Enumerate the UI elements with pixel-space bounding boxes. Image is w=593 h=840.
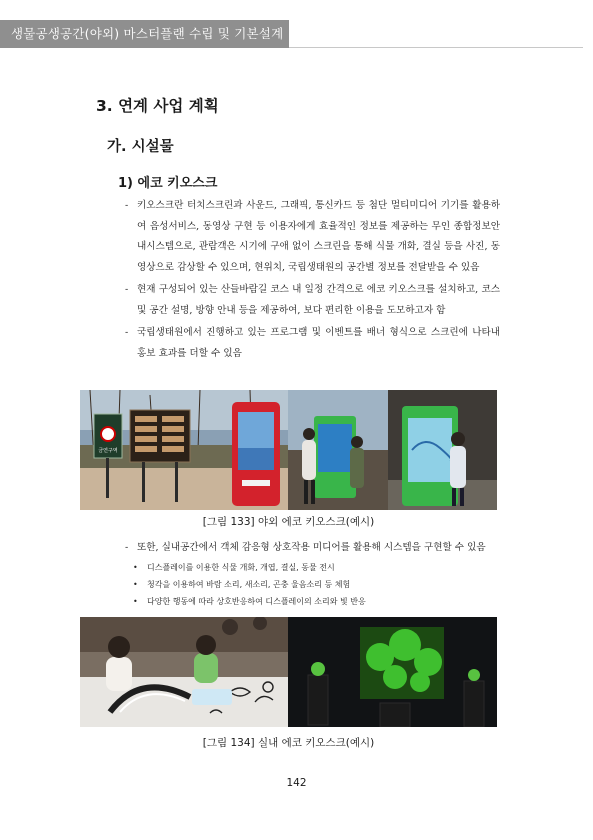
sub-bullet-item	[133, 559, 503, 576]
sub-bullet-item	[133, 593, 503, 610]
subsection-title: 가. 시설물	[107, 139, 174, 155]
bullet-item	[125, 280, 500, 321]
bullet-text: 국립생태원에서 진행하고 있는 프로그램 및 이벤트를 배너 형식으로 스크린에 나타내 홍보 효과를 더할 수 있음	[137, 327, 500, 359]
sub-bullet-list	[133, 559, 503, 610]
outdoor-kiosk-illustration	[80, 390, 497, 510]
bullet-text: 또한, 실내공간에서 객체 감응형 상호작용 미디어를 활용해 시스템을 구현할 수 있음	[137, 542, 486, 553]
sub-bullet-marker: •	[133, 597, 138, 606]
running-header: 생물공생공간(야외) 마스터플랜 수립 및 기본설계	[0, 20, 289, 48]
bullet-marker: -	[125, 542, 129, 553]
sub-bullet-item	[133, 576, 503, 593]
sub-bullet-marker: •	[133, 563, 138, 572]
figure-caption: [그림 134] 실내 에코 키오스크(예시)	[202, 737, 375, 749]
bullet-text: 키오스크란 터치스크린과 사운드, 그래픽, 통신카드 등 첨단 멀티미디어 기기를 활용하여 음성서비스, 동영상 구현 등 이용자에게 효율적인 정보를 제공하는 무인 종합정보안내시스템으로, 관람객은 시기에 구애 없이 스크린을 통해 식물 개화, 결실 등을 사진, 동영상으로 감상할 수 있으며, 현위치, 국립생태원의 공간별 정보를 전달받을 수 있음	[137, 200, 500, 273]
page-number: 142	[286, 777, 307, 789]
bullet-item	[125, 538, 500, 559]
sub-bullet-marker: •	[133, 580, 138, 589]
figure-caption: [그림 133] 야외 에코 키오스크(예시)	[202, 516, 375, 528]
item-title: 1) 에코 키오스크	[118, 176, 218, 191]
header-rule	[289, 47, 583, 48]
indoor-kiosk-photo	[80, 617, 497, 727]
bullet-item	[125, 323, 500, 364]
no-smoking-sign-text: 금연구역	[98, 448, 118, 454]
bullet-marker: -	[125, 200, 129, 211]
bullet-marker: -	[125, 284, 129, 295]
sub-bullet-text: 디스플레이를 이용한 식물 개화, 개엽, 결실, 동물 전시	[147, 563, 335, 572]
bullet-list-2	[125, 538, 500, 561]
bullet-item	[125, 196, 500, 278]
indoor-kiosk-illustration	[80, 617, 497, 727]
section-title: 3. 연계 사업 계획	[96, 97, 219, 115]
outdoor-kiosk-photo	[80, 390, 497, 510]
sub-bullet-text: 다양한 행동에 따라 상호반응하여 디스플레이의 소리와 빛 반응	[147, 597, 366, 606]
bullet-text: 현재 구성되어 있는 산들바람길 코스 내 일정 간격으로 에코 키오스크를 설치하고, 코스 및 공간 설명, 방향 안내 등을 제공하여, 보다 편리한 이용을 도모하고자 함	[137, 284, 500, 316]
bullet-list	[125, 196, 500, 366]
bullet-marker: -	[125, 327, 129, 338]
sub-bullet-text: 청각을 이용하여 바람 소리, 새소리, 곤충 울음소리 등 체험	[147, 580, 351, 589]
